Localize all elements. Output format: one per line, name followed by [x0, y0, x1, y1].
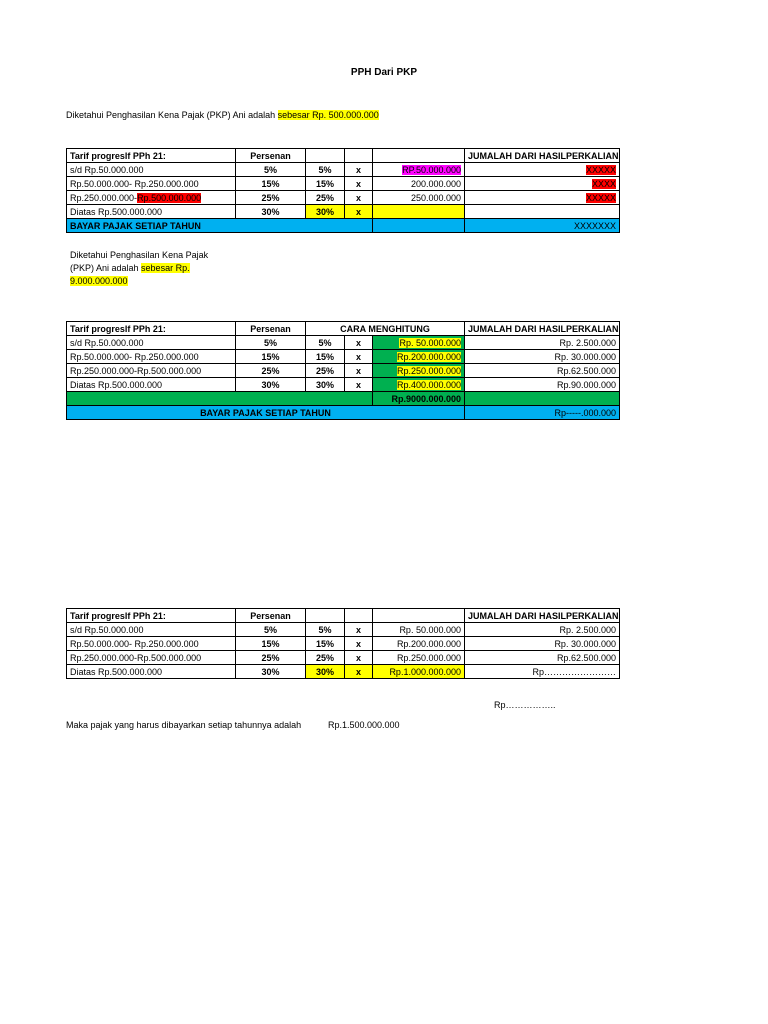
intro-2-line2-highlight: sebesar Rp. — [141, 263, 190, 273]
cell-result — [465, 205, 620, 219]
result-highlight: XXXX — [591, 178, 616, 189]
amount-highlight: Rp.250.000.000 — [396, 365, 462, 376]
table-row — [67, 163, 620, 177]
intro-1-highlight: sebesar Rp. 500.000.000 — [277, 110, 379, 120]
header-empty — [373, 609, 465, 623]
table-footer — [67, 219, 620, 233]
cell-result — [465, 163, 620, 177]
cell-result: Rp. 30.000.000 — [465, 350, 620, 364]
conclusion-text: Maka pajak yang harus dibayarkan setiap tahunnya adalah — [66, 720, 302, 730]
cell-x: x — [345, 205, 373, 219]
header-result: JUMALAH DARI HASILPERKALIAN — [465, 322, 620, 336]
cell-x: x — [345, 364, 373, 378]
table-row — [67, 665, 620, 679]
cell-result: Rp…………………… — [465, 665, 620, 679]
cell-label: Rp.250.000.000-Rp.500.000.000 — [67, 364, 236, 378]
cell-pct: 25% — [236, 191, 306, 205]
cell-pct: 15% — [236, 637, 306, 651]
cell-x: x — [345, 665, 373, 679]
header-tarif: Tarif progreslf PPh 21: — [67, 609, 236, 623]
header-tarif: Tarif progreslf PPh 21: — [67, 322, 236, 336]
intro-1 — [66, 109, 379, 122]
cell-result: Rp. 2.500.000 — [465, 336, 620, 350]
cell-pct: 15% — [236, 350, 306, 364]
cell-label: Diatas Rp.500.000.000 — [67, 205, 236, 219]
cell-amount — [373, 336, 465, 350]
conclusion-value: Rp.1.500.000.000 — [328, 720, 400, 730]
amount-highlight: Rp.200.000.000 — [396, 351, 462, 362]
header-cara-menghitung: CARA MENGHITUNG — [306, 322, 465, 336]
table-row — [67, 350, 620, 364]
cell-amount: Rp.200.000.000 — [373, 637, 465, 651]
header-result: JUMALAH DARI HASILPERKALIAN — [465, 149, 620, 163]
cell-result: Rp. 30.000.000 — [465, 637, 620, 651]
cell-label: Rp.50.000.000- Rp.250.000.000 — [67, 350, 236, 364]
cell-pct: 30% — [236, 205, 306, 219]
cell-pct2: 25% — [306, 191, 345, 205]
intro-2-line2-text: (PKP) Ani adalah — [70, 263, 142, 273]
tax-table-3 — [66, 608, 620, 679]
table-row — [67, 149, 620, 163]
result-highlight: XXXXX — [585, 192, 616, 203]
cell-label: Rp.50.000.000- Rp.250.000.000 — [67, 637, 236, 651]
table-row — [67, 378, 620, 392]
cell-x: x — [345, 637, 373, 651]
table-row — [67, 364, 620, 378]
cell-amount — [373, 350, 465, 364]
cell-pct2: 5% — [306, 336, 345, 350]
table-row — [67, 177, 620, 191]
intro-2-line3 — [70, 275, 208, 288]
header-empty — [345, 609, 373, 623]
cell-pct2: 15% — [306, 177, 345, 191]
header-empty — [345, 149, 373, 163]
result-highlight: XXXXX — [585, 164, 616, 175]
table-footer — [67, 406, 620, 420]
cell-label: s/d Rp.50.000.000 — [67, 336, 236, 350]
cell-pct: 5% — [236, 623, 306, 637]
cell-result: Rp.62.500.000 — [465, 364, 620, 378]
tax-table-1 — [66, 148, 620, 233]
intro-2-line3-highlight: 9.000.000.000 — [70, 276, 128, 286]
cell-x: x — [345, 191, 373, 205]
cell-pct2: 30% — [306, 205, 345, 219]
header-persenan: Persenan — [236, 149, 306, 163]
table-row — [67, 322, 620, 336]
table-row — [67, 637, 620, 651]
intro-2 — [70, 249, 208, 288]
cell-pct2: 5% — [306, 623, 345, 637]
cell-amount — [373, 364, 465, 378]
cell-amount: Rp.250.000.000 — [373, 651, 465, 665]
table-row — [67, 336, 620, 350]
cell-pct: 25% — [236, 651, 306, 665]
cell-x: x — [345, 336, 373, 350]
table-row — [67, 609, 620, 623]
label-text: Rp.250.000.000- — [70, 192, 138, 203]
cell-amount: 250.000.000 — [373, 191, 465, 205]
cell-x: x — [345, 177, 373, 191]
cell-label: Rp.250.000.000-Rp.500.000.000 — [67, 651, 236, 665]
cell-x: x — [345, 378, 373, 392]
table-total-row — [67, 392, 620, 406]
total-empty — [465, 392, 620, 406]
cell-amount: Rp. 50.000.000 — [373, 623, 465, 637]
footer-value: Rp-----.000.000 — [465, 406, 620, 420]
cell-pct2: 15% — [306, 637, 345, 651]
cell-pct: 30% — [236, 378, 306, 392]
intro-1-text: Diketahui Penghasilan Kena Pajak (PKP) Ani adalah — [66, 110, 278, 120]
cell-label: s/d Rp.50.000.000 — [67, 163, 236, 177]
amount-highlight: RP.50.000.000 — [402, 164, 461, 175]
header-empty — [306, 149, 345, 163]
header-empty — [373, 149, 465, 163]
cell-amount — [373, 163, 465, 177]
footer-empty — [373, 219, 465, 233]
table-row — [67, 651, 620, 665]
header-persenan: Persenan — [236, 609, 306, 623]
page-title: PPH Dari PKP — [350, 67, 418, 78]
footer-label: BAYAR PAJAK SETIAP TAHUN — [67, 406, 465, 420]
cell-label: Diatas Rp.500.000.000 — [67, 665, 236, 679]
cell-amount — [373, 378, 465, 392]
cell-amount — [373, 205, 465, 219]
cell-label: Rp.50.000.000- Rp.250.000.000 — [67, 177, 236, 191]
cell-x: x — [345, 623, 373, 637]
label-highlight: Rp.500.000.000 — [137, 192, 202, 203]
cell-pct: 5% — [236, 163, 306, 177]
header-empty — [306, 609, 345, 623]
cell-pct: 30% — [236, 665, 306, 679]
cell-pct2: 25% — [306, 651, 345, 665]
total-amount: Rp.9000.000.000 — [373, 392, 465, 406]
cell-pct2: 30% — [306, 378, 345, 392]
cell-label: s/d Rp.50.000.000 — [67, 623, 236, 637]
cell-amount: 200.000.000 — [373, 177, 465, 191]
intro-2-line2 — [70, 262, 208, 275]
table-row — [67, 191, 620, 205]
cell-pct: 25% — [236, 364, 306, 378]
cell-result — [465, 177, 620, 191]
cell-pct2: 5% — [306, 163, 345, 177]
cell-result — [465, 191, 620, 205]
footer-value: XXXXXXX — [465, 219, 620, 233]
cell-pct2: 25% — [306, 364, 345, 378]
cell-result: Rp. 2.500.000 — [465, 623, 620, 637]
cell-x: x — [345, 163, 373, 177]
cell-amount: Rp.1.000.000.000 — [373, 665, 465, 679]
cell-label: Diatas Rp.500.000.000 — [67, 378, 236, 392]
tax-table-2 — [66, 321, 620, 420]
cell-result: Rp.62.500.000 — [465, 651, 620, 665]
cell-pct2: 30% — [306, 665, 345, 679]
cell-x: x — [345, 651, 373, 665]
amount-highlight: Rp. 50.000.000 — [399, 337, 462, 348]
header-persenan: Persenan — [236, 322, 306, 336]
cell-x: x — [345, 350, 373, 364]
intro-2-line1: Diketahui Penghasilan Kena Pajak — [70, 250, 209, 260]
rp-blank: Rp…………….. — [494, 700, 556, 710]
amount-highlight: Rp.400.000.000 — [396, 379, 462, 390]
footer-label: BAYAR PAJAK SETIAP TAHUN — [67, 219, 373, 233]
header-tarif: Tarif progreslf PPh 21: — [67, 149, 236, 163]
table-row — [67, 623, 620, 637]
table-row — [67, 205, 620, 219]
cell-pct2: 15% — [306, 350, 345, 364]
cell-label — [67, 191, 236, 205]
total-empty — [67, 392, 373, 406]
cell-pct: 5% — [236, 336, 306, 350]
cell-pct: 15% — [236, 177, 306, 191]
header-result: JUMALAH DARI HASILPERKALIAN — [465, 609, 620, 623]
cell-result: Rp.90.000.000 — [465, 378, 620, 392]
